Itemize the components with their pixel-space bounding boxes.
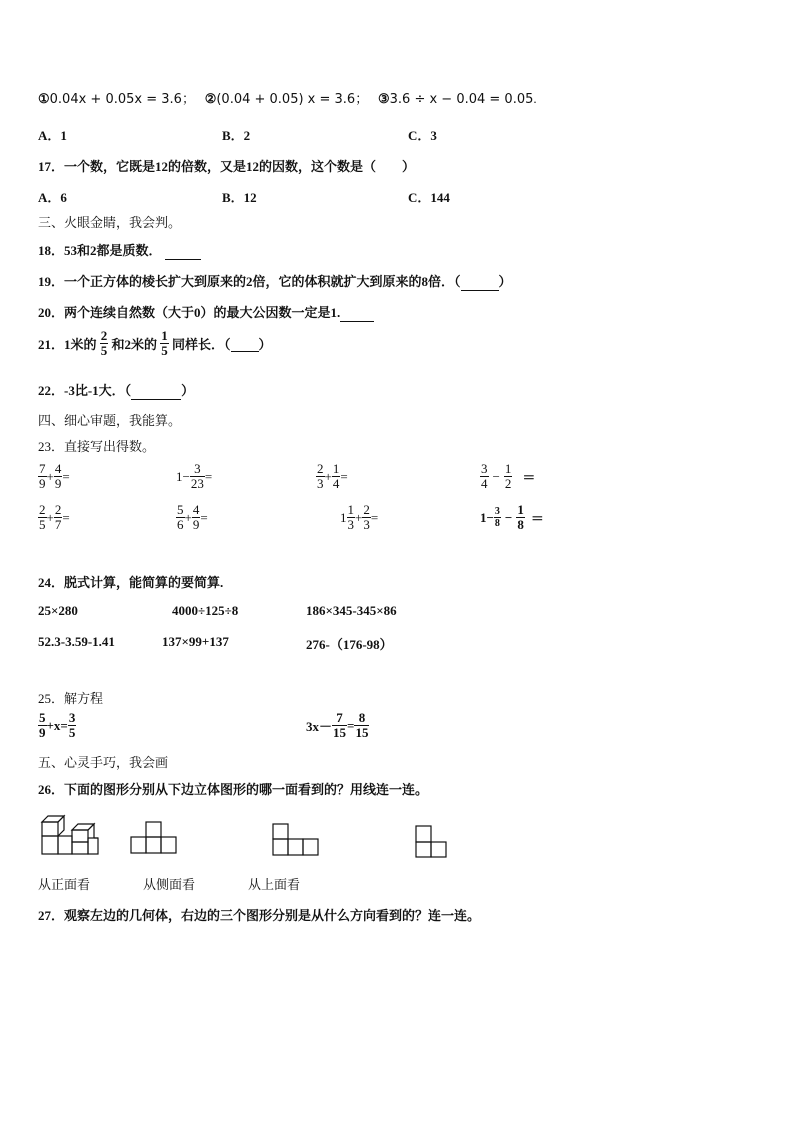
q23-r1c-op: + [324, 468, 332, 484]
q23-r2d-num2: 1 [517, 502, 524, 517]
q23-r1-b [176, 462, 212, 492]
q23-r1a-den2: 9 [54, 476, 62, 492]
q23-r2a-num1: 2 [39, 502, 46, 517]
q25-eq1-num2: 3 [68, 710, 76, 725]
q23-r2c-num2: 2 [363, 502, 370, 517]
q18-line [38, 240, 201, 260]
solid-figure [40, 814, 102, 858]
q23-r1b-den: 23 [190, 476, 204, 492]
q25-equation-1 [38, 711, 76, 741]
q23-r1b-num: 3 [190, 462, 205, 477]
q17-option-c[interactable]: C．144 [408, 190, 450, 205]
q22-line [38, 380, 194, 400]
q23-r2-a [38, 503, 70, 533]
q23-r2-c [340, 503, 378, 533]
q16-item2-label: ② [204, 91, 217, 106]
q23-r1c-num1: 2 [317, 461, 324, 476]
q23-r2d-den1: 8 [494, 518, 500, 530]
q25-equation-2 [306, 711, 369, 741]
q16-sep1: ； [181, 91, 195, 106]
section5-heading: 五、心灵手巧，我会画 [38, 755, 169, 770]
q23-r1c-num2: 1 [332, 461, 340, 476]
q21-end: ） [258, 337, 272, 353]
q24-expr-2: 4000÷125÷8 [172, 603, 239, 618]
q20-answer-blank[interactable] [340, 305, 374, 322]
q25-eq2-den2: 15 [355, 725, 369, 741]
q16-option-b[interactable]: B．2 [222, 128, 251, 143]
q21-line [38, 329, 272, 359]
q17-option-b[interactable]: B．12 [222, 190, 257, 205]
q23-r2d-den2: 8 [517, 517, 524, 533]
q25-eq2-num2: 8 [354, 711, 369, 726]
q25-eq2-mid: = [347, 717, 355, 733]
q24-expr-1: 25×280 [38, 603, 78, 618]
q23-r1a-den1: 9 [39, 476, 46, 492]
q24-expr-3: 186×345-345×86 [306, 603, 397, 618]
q23-r1d-den2: 2 [504, 476, 512, 492]
q19-line [38, 271, 512, 291]
q21-frac2-num: 1 [161, 328, 168, 343]
q23-r1c-eq: = [340, 468, 348, 484]
q23-r2c-den2: 3 [363, 517, 370, 533]
view-figure-2 [272, 822, 320, 858]
q23-r2a-num2: 2 [54, 502, 62, 517]
q24-title: 24．脱式计算，能简算的要简算. [38, 575, 224, 590]
q25-eq2-den1: 15 [333, 725, 347, 741]
q23-r2b-num2: 4 [192, 502, 200, 517]
q23-r1-a [38, 462, 70, 492]
q23-r1d-num1: 3 [481, 461, 488, 476]
q17-text: 17．一个数，它既是12的倍数，又是12的因数，这个数是（ ） [38, 159, 416, 174]
q27-text: 27．观察左边的几何体，右边的三个图形分别是从什么方向看到的？连一连。 [38, 908, 481, 923]
q16-sep2: ； [355, 91, 369, 106]
q21-fraction-2 [160, 329, 169, 359]
q21-answer-blank[interactable] [231, 335, 259, 352]
q23-r2b-eq: = [200, 509, 208, 525]
q21-post: 同样长．（ [172, 337, 231, 353]
q23-r1b-pre: 1− [176, 468, 190, 484]
q16-option-c[interactable]: C．3 [408, 128, 437, 143]
q20-line [38, 302, 374, 322]
q24-expr-4: 52.3-3.59-1.41 [38, 634, 115, 649]
q23-r2-d [480, 503, 544, 533]
q25-eq1-num1: 5 [39, 710, 46, 725]
q23-r2c-whole: 1 [340, 509, 347, 525]
q23-r2d-num1: 3 [494, 506, 500, 518]
q19-text: 19．一个正方体的棱长扩大到原来的2倍，它的体积就扩大到原来的8倍．（ [38, 274, 461, 289]
q24-expr-5: 137×99+137 [162, 634, 229, 649]
q21-frac1-den: 5 [100, 343, 108, 359]
q23-r1b-eq: = [204, 468, 213, 484]
section3-heading: 三、火眼金睛，我会判。 [38, 215, 182, 230]
q22-end: ） [181, 383, 195, 398]
q23-r2c-num1: 1 [347, 502, 354, 517]
q16-item1-expr: 0.04x + 0.05x = 3.6 [49, 92, 182, 107]
q16-item1-label: ① [38, 91, 50, 106]
q23-r1a-num1: 7 [39, 461, 46, 476]
q18-text: 18．53和2都是质数． [38, 243, 162, 258]
q23-r2b-num1: 5 [177, 502, 184, 517]
q23-r2a-den1: 5 [39, 517, 46, 533]
q16-item3-expr: 3.6 ÷ x − 0.04 = 0.05 [389, 92, 534, 107]
q23-r2a-den2: 7 [54, 517, 62, 533]
q23-r1a-op: + [46, 468, 54, 484]
q16-item3-label: ③ [377, 91, 390, 106]
q23-r1d-den1: 4 [481, 476, 488, 492]
q23-r2a-eq: = [62, 509, 70, 525]
q23-title: 23．直接写出得数。 [38, 439, 156, 454]
q19-answer-blank[interactable] [461, 274, 499, 291]
q25-title: 25．解方程 [38, 691, 104, 706]
q22-answer-blank[interactable] [131, 383, 181, 400]
q17-option-a[interactable]: A．6 [38, 190, 67, 205]
q23-r1d-op: − [492, 468, 500, 484]
q23-r2d-eq: ＝ [530, 511, 544, 527]
view-figure-1 [130, 820, 178, 856]
q20-text: 20．两个连续自然数（大于0）的最大公因数一定是1. [38, 305, 341, 320]
q23-r2d-op: − [504, 509, 513, 525]
q23-r2d-pre: 1− [480, 509, 494, 525]
q23-r1d-num2: 1 [504, 461, 512, 476]
q16-expressions [38, 88, 537, 107]
q23-r1c-den1: 3 [317, 476, 324, 492]
q23-r1a-num2: 4 [54, 461, 62, 476]
q23-r1c-den2: 4 [332, 476, 340, 492]
q22-text: 22．-3比-1大．（ [38, 383, 132, 398]
label-side-view: 从侧面看 [143, 877, 196, 892]
label-top-view: 从上面看 [248, 877, 301, 892]
q18-answer-blank[interactable] [165, 243, 201, 260]
q16-option-a[interactable]: A．1 [38, 128, 67, 143]
q23-r2c-op: + [355, 509, 363, 525]
q23-r1-c [316, 462, 348, 492]
view-figure-3 [415, 824, 449, 860]
q23-r1d-eq: ＝ [522, 470, 536, 486]
q23-r2b-den2: 9 [192, 517, 200, 533]
q21-fraction-1 [100, 329, 109, 359]
section4-heading: 四、细心审题，我能算。 [38, 413, 182, 428]
label-front-view: 从正面看 [38, 877, 91, 892]
q23-r2c-eq: = [370, 509, 379, 525]
q24-expr-6: 276-（176-98） [306, 637, 393, 652]
q23-r2c-den1: 3 [347, 517, 354, 533]
q21-frac2-den: 5 [161, 343, 168, 359]
q16-end: . [533, 91, 537, 106]
q21-pre: 21．1米的 [38, 337, 97, 353]
q25-eq2-pre: 3x－ [306, 719, 333, 735]
q26-text: 26．下面的图形分别从下边立体图形的哪一面看到的？用线连一连。 [38, 782, 429, 797]
q21-frac1-num: 2 [100, 328, 108, 343]
q16-item2-expr: (0.04 + 0.05) x = 3.6 [216, 92, 356, 107]
q19-end: ） [498, 274, 512, 289]
q25-eq1-den1: 9 [39, 725, 46, 741]
q25-eq1-mid: +x= [46, 717, 68, 733]
q23-r1a-eq: = [62, 468, 70, 484]
q21-mid: 和2米的 [111, 337, 158, 353]
q23-r2b-den1: 6 [177, 517, 184, 533]
q23-r2a-op: + [46, 509, 54, 525]
q23-r2b-op: + [184, 509, 192, 525]
q25-eq2-num1: 7 [332, 711, 347, 726]
q25-eq1-den2: 5 [68, 725, 76, 741]
q23-r2-b [176, 503, 208, 533]
q23-r1-d [480, 462, 535, 492]
